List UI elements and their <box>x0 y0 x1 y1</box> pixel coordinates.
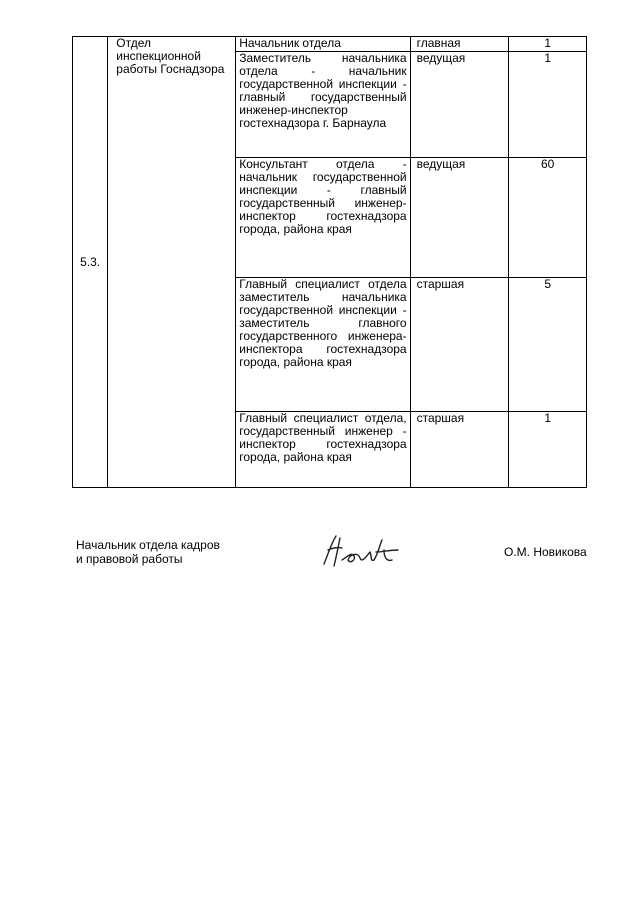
count-cell <box>509 37 587 52</box>
group-cell <box>410 158 509 278</box>
group-cell <box>410 278 509 412</box>
position-group: старшая <box>416 411 465 425</box>
position-cell <box>236 158 410 278</box>
signatory-title <box>76 538 220 566</box>
signatory-title-line1: Начальник отдела кадров <box>76 538 220 552</box>
group-cell <box>410 52 509 158</box>
count-cell <box>509 52 587 158</box>
position-cell <box>236 412 410 488</box>
staff-table <box>72 36 587 488</box>
signatory-name: О.М. Новикова <box>504 545 587 559</box>
position-count: 5 <box>544 277 552 291</box>
department-cell <box>108 37 236 488</box>
position-count: 1 <box>544 51 552 65</box>
position-title: Начальник отдела <box>239 36 341 50</box>
table-row <box>73 37 587 52</box>
group-cell <box>410 37 509 52</box>
signatory-title-line2: и правовой работы <box>76 552 183 566</box>
position-count: 1 <box>544 36 552 50</box>
position-count: 1 <box>544 411 552 425</box>
position-cell <box>236 37 410 52</box>
section-number-cell <box>73 37 108 488</box>
handwritten-signature <box>318 530 408 572</box>
position-count: 60 <box>541 157 555 171</box>
position-title: Заместитель начальника отдела - начальник государственной инспекции - главный государственный инженер-инспектор гостехнадзора г. Барнаула <box>239 51 407 130</box>
position-cell <box>236 278 410 412</box>
section-number: 5.3. <box>80 254 101 269</box>
position-title: Главный специалист отдела, государственный инженер - инспектор гостехнадзора города, района края <box>239 411 407 464</box>
position-title: Консультант отдела - начальник государственной инспекции - главный государственный инженер- инспектор гостехнадзора города, района края <box>239 157 407 236</box>
count-cell <box>509 158 587 278</box>
count-cell <box>509 278 587 412</box>
position-group: старшая <box>416 277 465 291</box>
position-group: ведущая <box>416 51 466 65</box>
count-cell <box>509 412 587 488</box>
department-name: Отдел инспекционной работы Госнадзора <box>116 36 225 76</box>
position-cell <box>236 52 410 158</box>
group-cell <box>410 412 509 488</box>
position-group: ведущая <box>416 157 466 171</box>
position-group: главная <box>416 36 461 50</box>
position-title: Главный специалист отдела заместитель начальника государственной инспекции - заместитель главного государственного инженера-инспектора гостехнадзора города, района края <box>239 277 407 369</box>
